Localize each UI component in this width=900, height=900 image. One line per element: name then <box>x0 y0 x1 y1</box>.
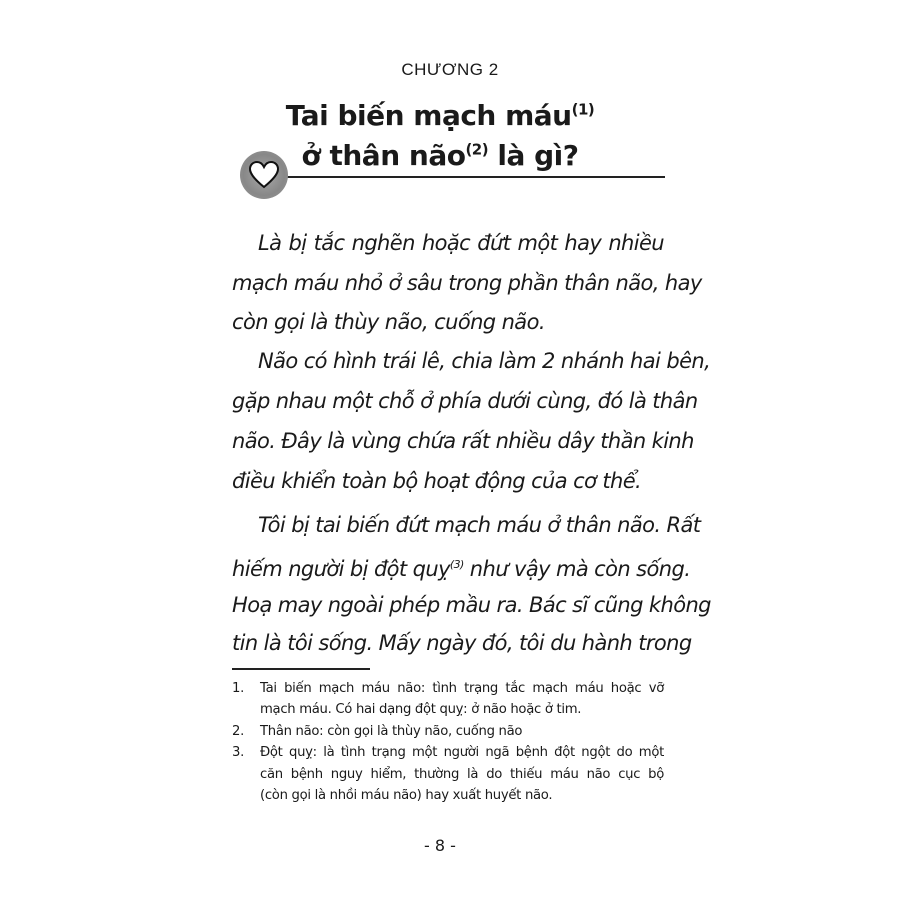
body-line <box>232 551 691 583</box>
heart-icon <box>249 161 279 189</box>
footnote-number: 3. <box>232 745 244 760</box>
body-text: hiếm người bị đột quỵ <box>232 557 450 581</box>
title-text: là gì? <box>488 139 579 172</box>
title-rule <box>285 176 665 178</box>
footnote-ref-3: (3) <box>449 558 464 571</box>
footnote-text: Tai biến mạch máu não: tình trạng tắc mạch máu hoặc vỡ <box>260 681 664 696</box>
chapter-title-line-1 <box>0 99 880 132</box>
footnote-text: mạch máu. Có hai dạng đột quỵ: ở não hoặc ở tim. <box>260 702 582 717</box>
title-text: ở thân não <box>301 139 466 172</box>
body-line: còn gọi là thùy não, cuống não. <box>232 310 545 334</box>
footnote-rule <box>232 668 370 670</box>
chapter-title-line-2 <box>0 139 880 172</box>
footnote-ref-1: (1) <box>571 100 595 119</box>
body-line: Là bị tắc nghẽn hoặc đứt một hay nhiều <box>258 231 664 255</box>
body-line: Não có hình trái lê, chia làm 2 nhánh hai bên, <box>258 349 711 373</box>
footnote-number: 1. <box>232 681 244 696</box>
footnote-number: 2. <box>232 724 244 739</box>
footnote-text: Đột quỵ: là tình trạng một người ngã bệnh đột ngột do một <box>260 745 664 760</box>
body-line: mạch máu nhỏ ở sâu trong phần thân não, hay <box>232 271 702 295</box>
body-line: gặp nhau một chỗ ở phía dưới cùng, đó là thân <box>232 389 698 413</box>
footnote-ref-2: (2) <box>465 140 489 159</box>
body-text: như vậy mà còn sống. <box>469 557 691 581</box>
heart-badge <box>240 151 288 199</box>
title-text: Tai biến mạch máu <box>285 99 572 132</box>
footnote-text: (còn gọi là nhồi máu não) hay xuất huyết não. <box>260 788 553 803</box>
body-line: Hoạ may ngoài phép mầu ra. Bác sĩ cũng không <box>232 593 711 617</box>
footnote-text: căn bệnh nguy hiểm, thường là do thiếu máu não cục bộ <box>260 767 664 782</box>
chapter-label: CHƯƠNG 2 <box>401 60 499 79</box>
body-line: điều khiển toàn bộ hoạt động của cơ thể. <box>232 469 642 493</box>
body-line: Tôi bị tai biến đứt mạch máu ở thân não. Rất <box>258 513 701 537</box>
page-number: - 8 - <box>424 836 456 855</box>
footnote-text: Thân não: còn gọi là thùy não, cuống não <box>260 724 523 739</box>
body-line: não. Đây là vùng chứa rất nhiều dây thần kinh <box>232 429 694 453</box>
body-line: tin là tôi sống. Mấy ngày đó, tôi du hành trong <box>232 631 692 655</box>
